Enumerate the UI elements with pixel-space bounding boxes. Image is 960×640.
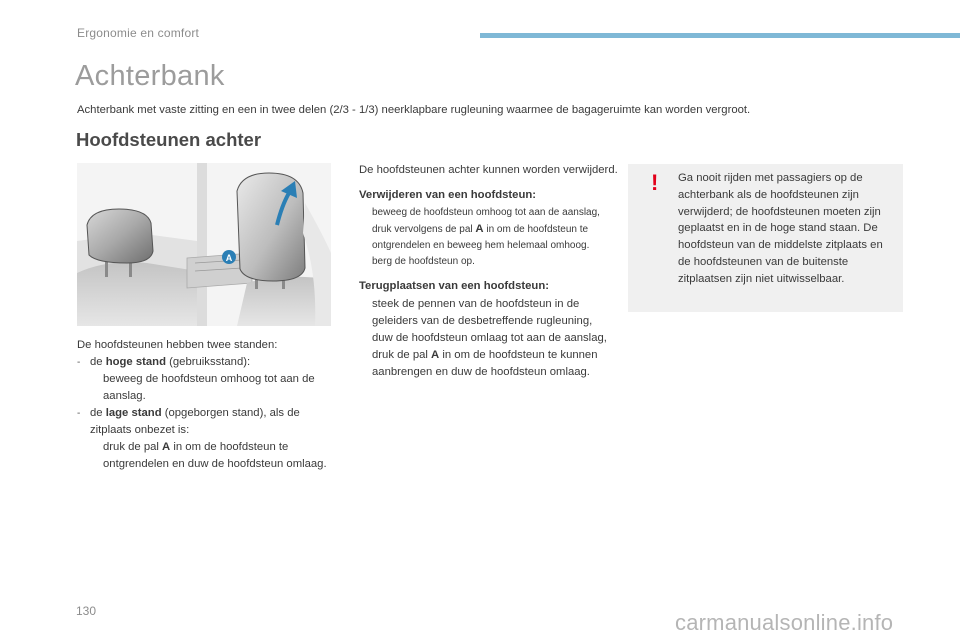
warning-icon: ! bbox=[651, 170, 659, 195]
list-item: steek de pennen van de hoofdsteun in de geleiders van de desbetreffende rugleuning, bbox=[372, 298, 593, 327]
list-item: duw de hoofdsteun omlaag tot aan de aanslag, bbox=[372, 332, 607, 344]
header-accent-bar bbox=[480, 33, 960, 38]
list-item: - de hoge stand (gebruiksstand): bbox=[77, 356, 251, 368]
list-item: berg de hoofdsteun op. bbox=[372, 256, 475, 267]
positions-intro: De hoofdsteunen hebben twee standen: bbox=[77, 339, 278, 351]
intro-paragraph: Achterbank met vaste zitting en een in twee delen (2/3 - 1/3) neerklapbare rugleuning waarmee de bagageruimte kan worden vergroot. bbox=[77, 104, 751, 116]
page-number: 130 bbox=[76, 604, 97, 618]
page-title: Achterbank bbox=[75, 60, 225, 92]
section-heading: Hoofdsteunen achter bbox=[76, 129, 262, 150]
remove-heading: Verwijderen van een hoofdsteun: bbox=[359, 189, 537, 201]
warning-text: Ga nooit rijden met passagiers op de achterbank als de hoofdsteunen zijn verwijderd; de hoofdsteunen moeten zijn geplaatst en in de hoge stand staan. De hoofdsteun van de middelste zitplaats en de hoofdsteunen van de buitenste zitplaatsen zijn niet uitwisselbaar. bbox=[678, 172, 883, 285]
list-item: druk de pal A in om de hoofdsteun te kunnen aanbrengen en duw de hoofdsteun omlaag. bbox=[372, 349, 598, 378]
section-label: Ergonomie en comfort bbox=[77, 26, 200, 40]
list-item: druk de pal A in om de hoofdsteun te ontgrendelen en duw de hoofdsteun omlaag. bbox=[103, 441, 327, 470]
warning-box bbox=[628, 164, 903, 312]
list-item: - de lage stand (opgeborgen stand), als de zitplaats onbezet is: bbox=[77, 407, 300, 436]
headrest-illustration bbox=[77, 163, 331, 326]
refit-heading: Terugplaatsen van een hoofdsteun: bbox=[359, 280, 549, 292]
remove-intro: De hoofdsteunen achter kunnen worden verwijderd. bbox=[359, 164, 618, 176]
list-item: beweeg de hoofdsteun omhoog tot aan de aanslag, bbox=[372, 207, 600, 218]
column-remove-refit bbox=[359, 162, 621, 381]
list-item: beweeg de hoofdsteun omhoog tot aan de aanslag. bbox=[103, 373, 315, 402]
column-headrest-positions bbox=[77, 337, 333, 473]
label-a: A bbox=[225, 253, 233, 263]
headrest-drawing bbox=[77, 163, 331, 326]
watermark: carmanualsonline.info bbox=[675, 610, 894, 635]
list-item: druk vervolgens de pal A in om de hoofdsteun te ontgrendelen en beweeg hem helemaal omhoog. bbox=[372, 223, 590, 251]
